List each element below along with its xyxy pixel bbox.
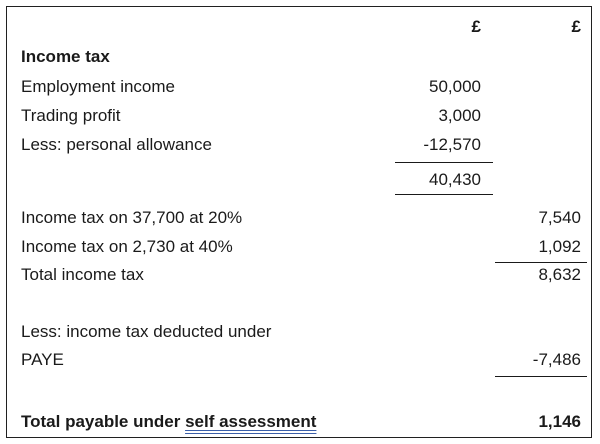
col2-currency-header: £ — [571, 17, 581, 36]
table-row — [7, 347, 591, 373]
section-title-row — [7, 44, 591, 70]
row-amount: 7,540 — [538, 208, 581, 227]
row-amount: 8,632 — [538, 265, 581, 284]
row-amount: 3,000 — [438, 106, 481, 125]
subtotal-divider — [395, 194, 493, 195]
total-payable-prefix: Total payable under — [21, 412, 186, 431]
taxable-income-value: 40,430 — [429, 170, 481, 189]
total-payable-row — [7, 409, 591, 435]
total-payable-value: 1,146 — [538, 412, 581, 431]
row-label: Income tax on 2,730 at 40% — [21, 237, 233, 256]
header-row — [7, 14, 591, 40]
row-label: Employment income — [21, 77, 176, 96]
row-label: PAYE — [21, 350, 64, 369]
table-row — [7, 103, 591, 129]
taxable-income-row — [7, 167, 591, 193]
row-label: Income tax on 37,700 at 20% — [21, 208, 243, 227]
col1-currency-header: £ — [471, 17, 481, 36]
row-label: Less: income tax deducted under — [21, 322, 272, 341]
row-label: Less: personal allowance — [21, 135, 212, 154]
total-divider — [495, 376, 587, 377]
subtotal-divider — [395, 162, 493, 163]
table-row — [7, 234, 591, 260]
row-label: Trading profit — [21, 106, 121, 125]
paye-label-row — [7, 319, 591, 345]
row-amount: 1,092 — [538, 237, 581, 256]
row-amount: 50,000 — [429, 77, 481, 96]
total-payable-label — [21, 409, 316, 435]
table-row — [7, 74, 591, 100]
table-row — [7, 132, 591, 158]
total-income-tax-row — [7, 262, 591, 288]
section-title: Income tax — [21, 47, 110, 66]
row-amount: -7,486 — [532, 350, 581, 369]
table-row — [7, 205, 591, 231]
self-assessment-text: self assessment — [185, 412, 317, 431]
tax-computation-table — [6, 6, 592, 438]
row-label: Total income tax — [21, 265, 144, 284]
row-amount: -12,570 — [423, 135, 481, 154]
